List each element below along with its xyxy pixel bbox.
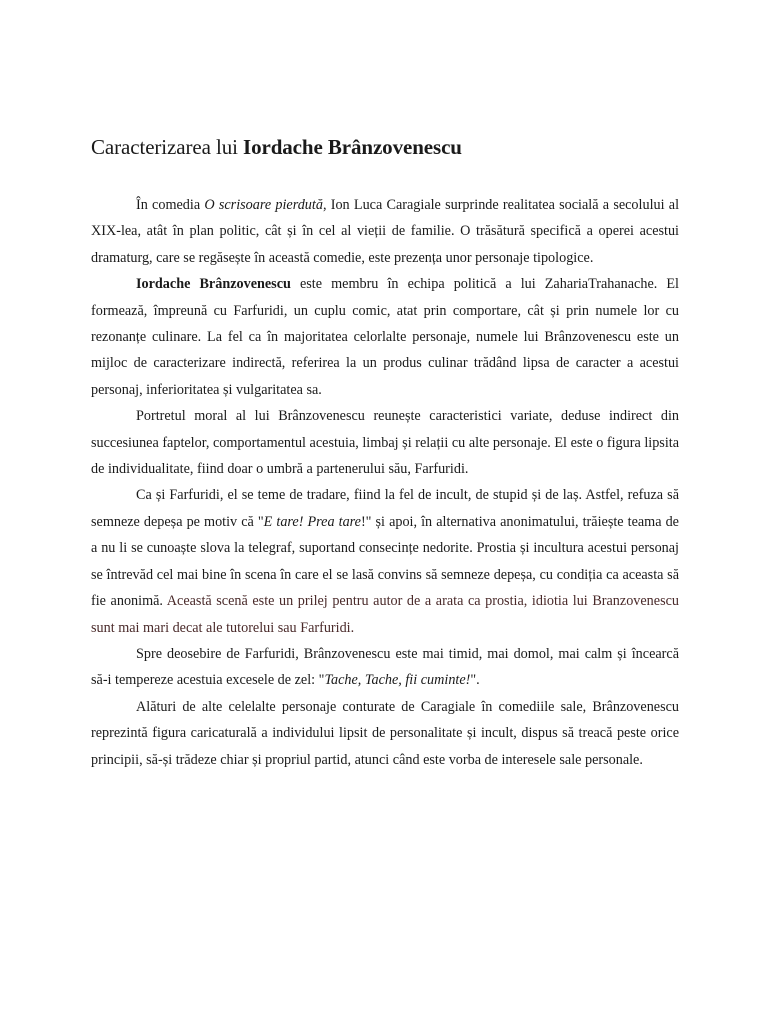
title-name: Iordache Brânzovenescu: [243, 135, 462, 159]
paragraph-1: [91, 192, 679, 271]
document-title: [91, 133, 679, 161]
play-title: O scrisoare pierdută: [204, 197, 323, 213]
p5-quote: Tache, Tache, fii cuminte!: [324, 672, 471, 689]
paragraph-3: Portretul moral al lui Brânzovenescu reunește caracteristici variate, deduse indirect din succesiunea faptelor, comportamentul acestuia, limbaj și relații cu alte personaje. El este o figura lipsita de individualitate, fiind doar o umbră a partenerului său, Farfuridi.: [91, 408, 679, 478]
paragraph-6: Alături de alte celelalte personaje conturate de Caragiale în comediile sale, Brânzovenescu reprezintă figura caricaturală a individului lipsit de personalitate și incult, dispus să treacă peste orice principii, să-și trădeze chiar și propriul partid, atunci când este vorba de interesele sale personale.: [91, 698, 679, 768]
p5-text-a: Spre deosebire de Farfuridi, Brânzovenescu este mai timid, mai domol, mai calm și încearcă să-i tempereze acestuia excesele de zel: ": [91, 645, 679, 689]
p2-text: este membru în echipa politică a lui ZahariaTrahanache. El formează, împreună cu Farfuridi, un cuplu comic, atat prin comportare, cât și prin numele lor cu rezonanțe culinare. La fel ca în majoritatea celorlalte personaje, numele lui Brânzovenescu este un mijloc de caracterizare indirectă, referirea la un produs culinar trădând lipsa de caracter a acestui personaj, inferioritatea și vulgaritatea sa.: [91, 276, 679, 398]
p1-text-a: În comedia: [136, 197, 205, 213]
p1-text-b: , Ion Luca Caragiale surprinde realitatea socială a secolului al XIX-lea, atât în plan politic, cât și în cel al vieții de familie. O trăsătură specifică a operei acestui dramaturg, care se regăsește în această comedie, este prezența unor personaje tipologice.: [91, 197, 680, 266]
p5-text-b: ".: [470, 672, 480, 689]
character-name: Iordache Brânzovenescu: [136, 276, 291, 293]
paragraph-2: [91, 271, 679, 403]
p4-text-b: !" și apoi, în alternativa anonimatului, trăiește teama de a nu li se cunoaște slova la telegraf, suportand consecințe nedorite. Prostia și incultura acestui personaj se întrevăd cel mai bine în scena în care el se lasă convins să semneze depeșa, cu condiția ca aceasta să fie anonimă.: [91, 513, 679, 610]
document-page: [91, 133, 679, 773]
title-prefix: Caracterizarea lui: [91, 135, 243, 159]
document-body: [91, 192, 679, 773]
p4-text-c: Această scenă este un prilej pentru autor de a arata ca prostia, idiotia lui Branzovenescu sunt mai mari decat ale tutorelui sau Farfuridi.: [91, 593, 679, 636]
paragraph-4: [91, 482, 679, 640]
paragraph-5: [91, 641, 679, 694]
p4-text-a: Ca și Farfuridi, el se teme de tradare, fiind la fel de incult, de stupid și de laș. Astfel, refuza să semneze depeșa pe motiv că ": [91, 487, 679, 530]
p4-quote: E tare! Prea tare: [263, 513, 361, 530]
